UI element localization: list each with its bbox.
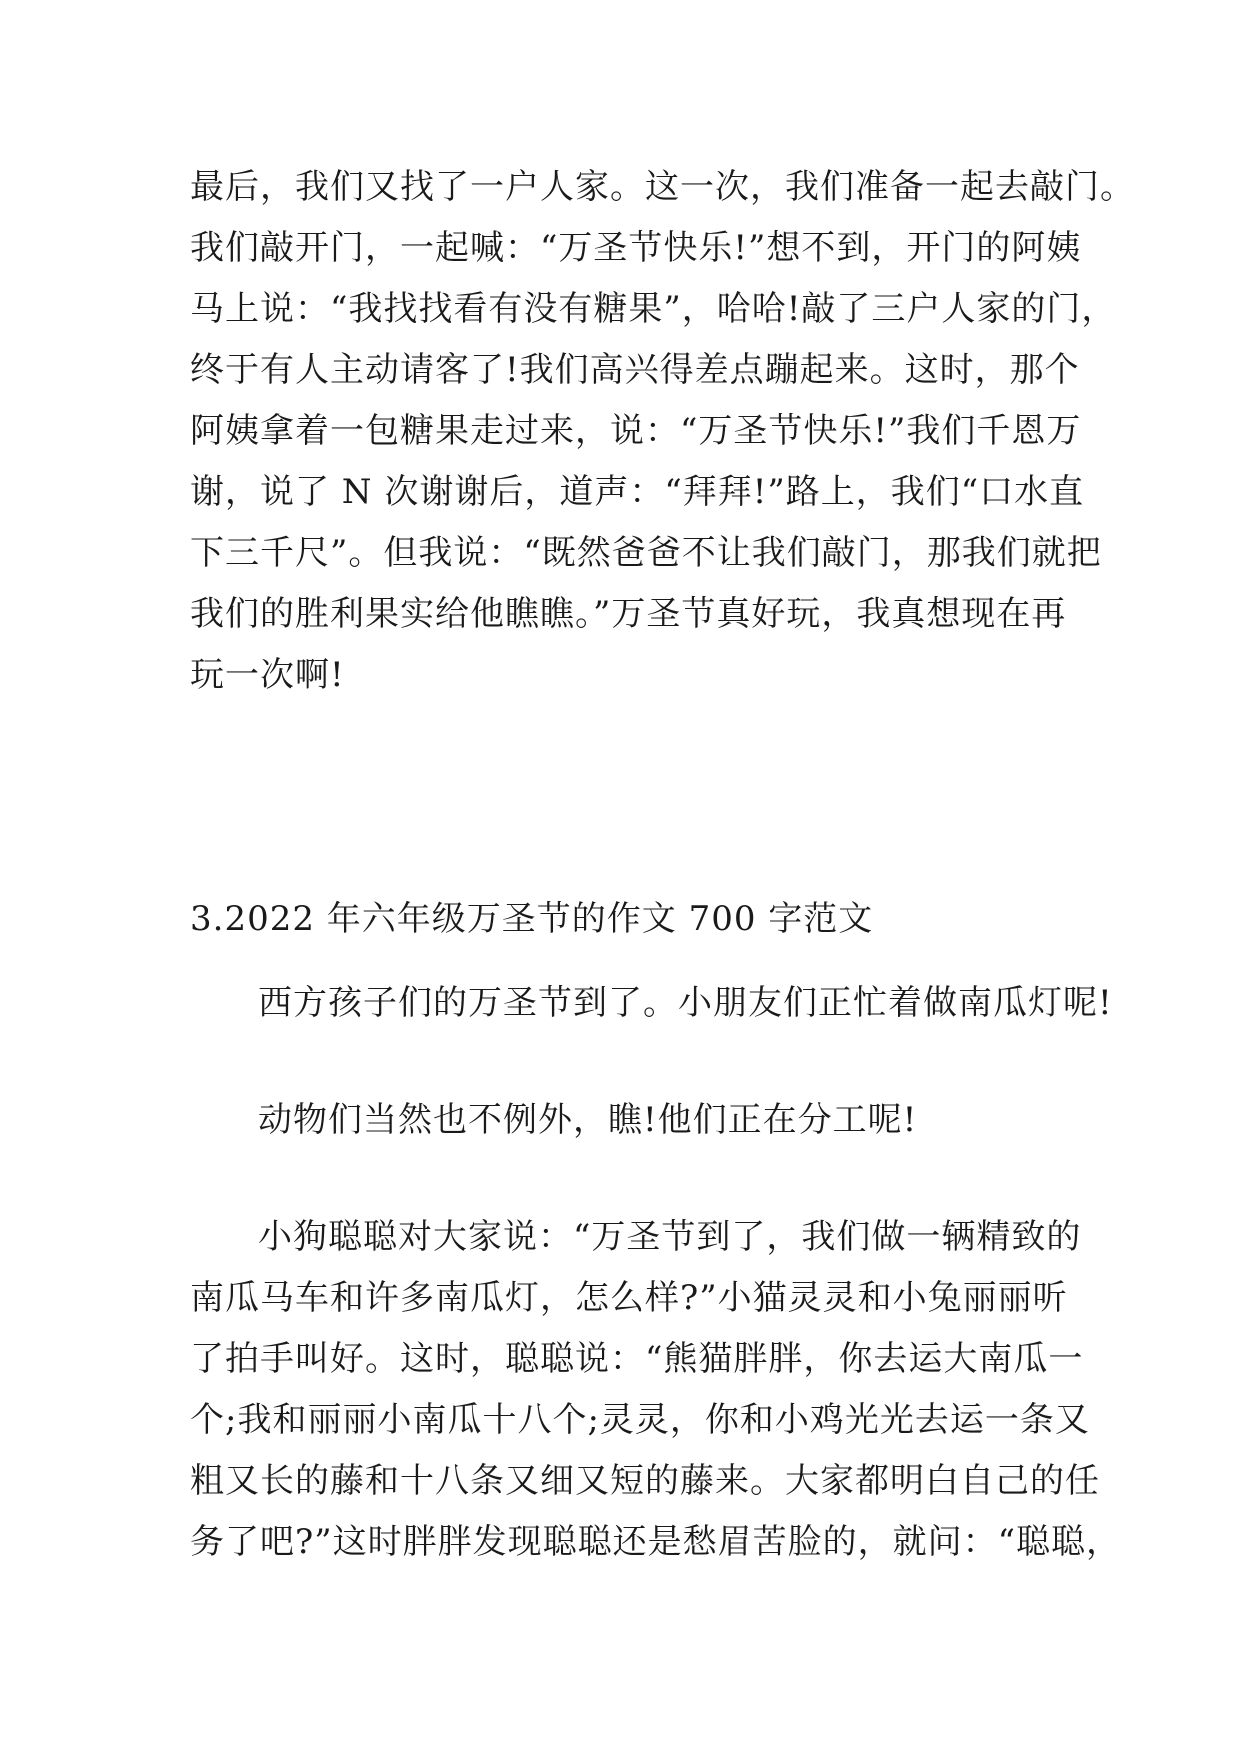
paragraph-animals (190, 1090, 1060, 1151)
text-line: 我们的胜利果实给他瞧瞧。”万圣节真好玩，我真想现在再 (190, 594, 1067, 634)
paragraph-halloween-visit (190, 157, 1135, 706)
text-line: 马上说：“我找找看有没有糖果”，哈哈!敲了三户人家的门， (190, 289, 1117, 329)
heading-text: 3.2022 年六年级万圣节的作文 700 字范文 (190, 899, 874, 939)
text-line: 阿姨拿着一包糖果走过来，说：“万圣节快乐!”我们千恩万 (190, 411, 1082, 451)
text-line: 下三千尺”。但我说：“既然爸爸不让我们敲门，那我们就把 (190, 533, 1102, 573)
text-line: 粗又长的藤和十八条又细又短的藤来。大家都明白自己的任 (190, 1461, 1100, 1501)
text-line: 了拍手叫好。这时，聪聪说：“熊猫胖胖，你去运大南瓜一 (190, 1339, 1084, 1379)
text-line: 最后，我们又找了一户人家。这一次，我们准备一起去敲门。 (190, 167, 1135, 207)
paragraph-pumpkin-lanterns (190, 973, 1113, 1034)
text-line: 动物们当然也不例外，瞧!他们正在分工呢! (258, 1100, 918, 1140)
text-line: 终于有人主动请客了!我们高兴得差点蹦起来。这时，那个 (190, 350, 1080, 390)
paragraph-puppy-congcong (190, 1207, 1121, 1573)
text-line: 西方孩子们的万圣节到了。小朋友们正忙着做南瓜灯呢! (258, 983, 1113, 1023)
section-heading (190, 889, 1060, 950)
text-line: 个;我和丽丽小南瓜十八个;灵灵，你和小鸡光光去运一条又 (190, 1400, 1090, 1440)
text-line: 玩一次啊! (190, 655, 345, 695)
text-line: 我们敲开门，一起喊：“万圣节快乐!”想不到，开门的阿姨 (190, 228, 1082, 268)
text-line: 小狗聪聪对大家说：“万圣节到了，我们做一辆精致的 (258, 1217, 1082, 1257)
text-line: 谢，说了 N 次谢谢后，道声：“拜拜!”路上，我们“口水直 (190, 472, 1085, 512)
text-line: 务了吧?”这时胖胖发现聪聪还是愁眉苦脸的，就问：“聪聪， (190, 1522, 1121, 1562)
text-line: 南瓜马车和许多南瓜灯，怎么样?”小猫灵灵和小兔丽丽听 (190, 1278, 1068, 1318)
